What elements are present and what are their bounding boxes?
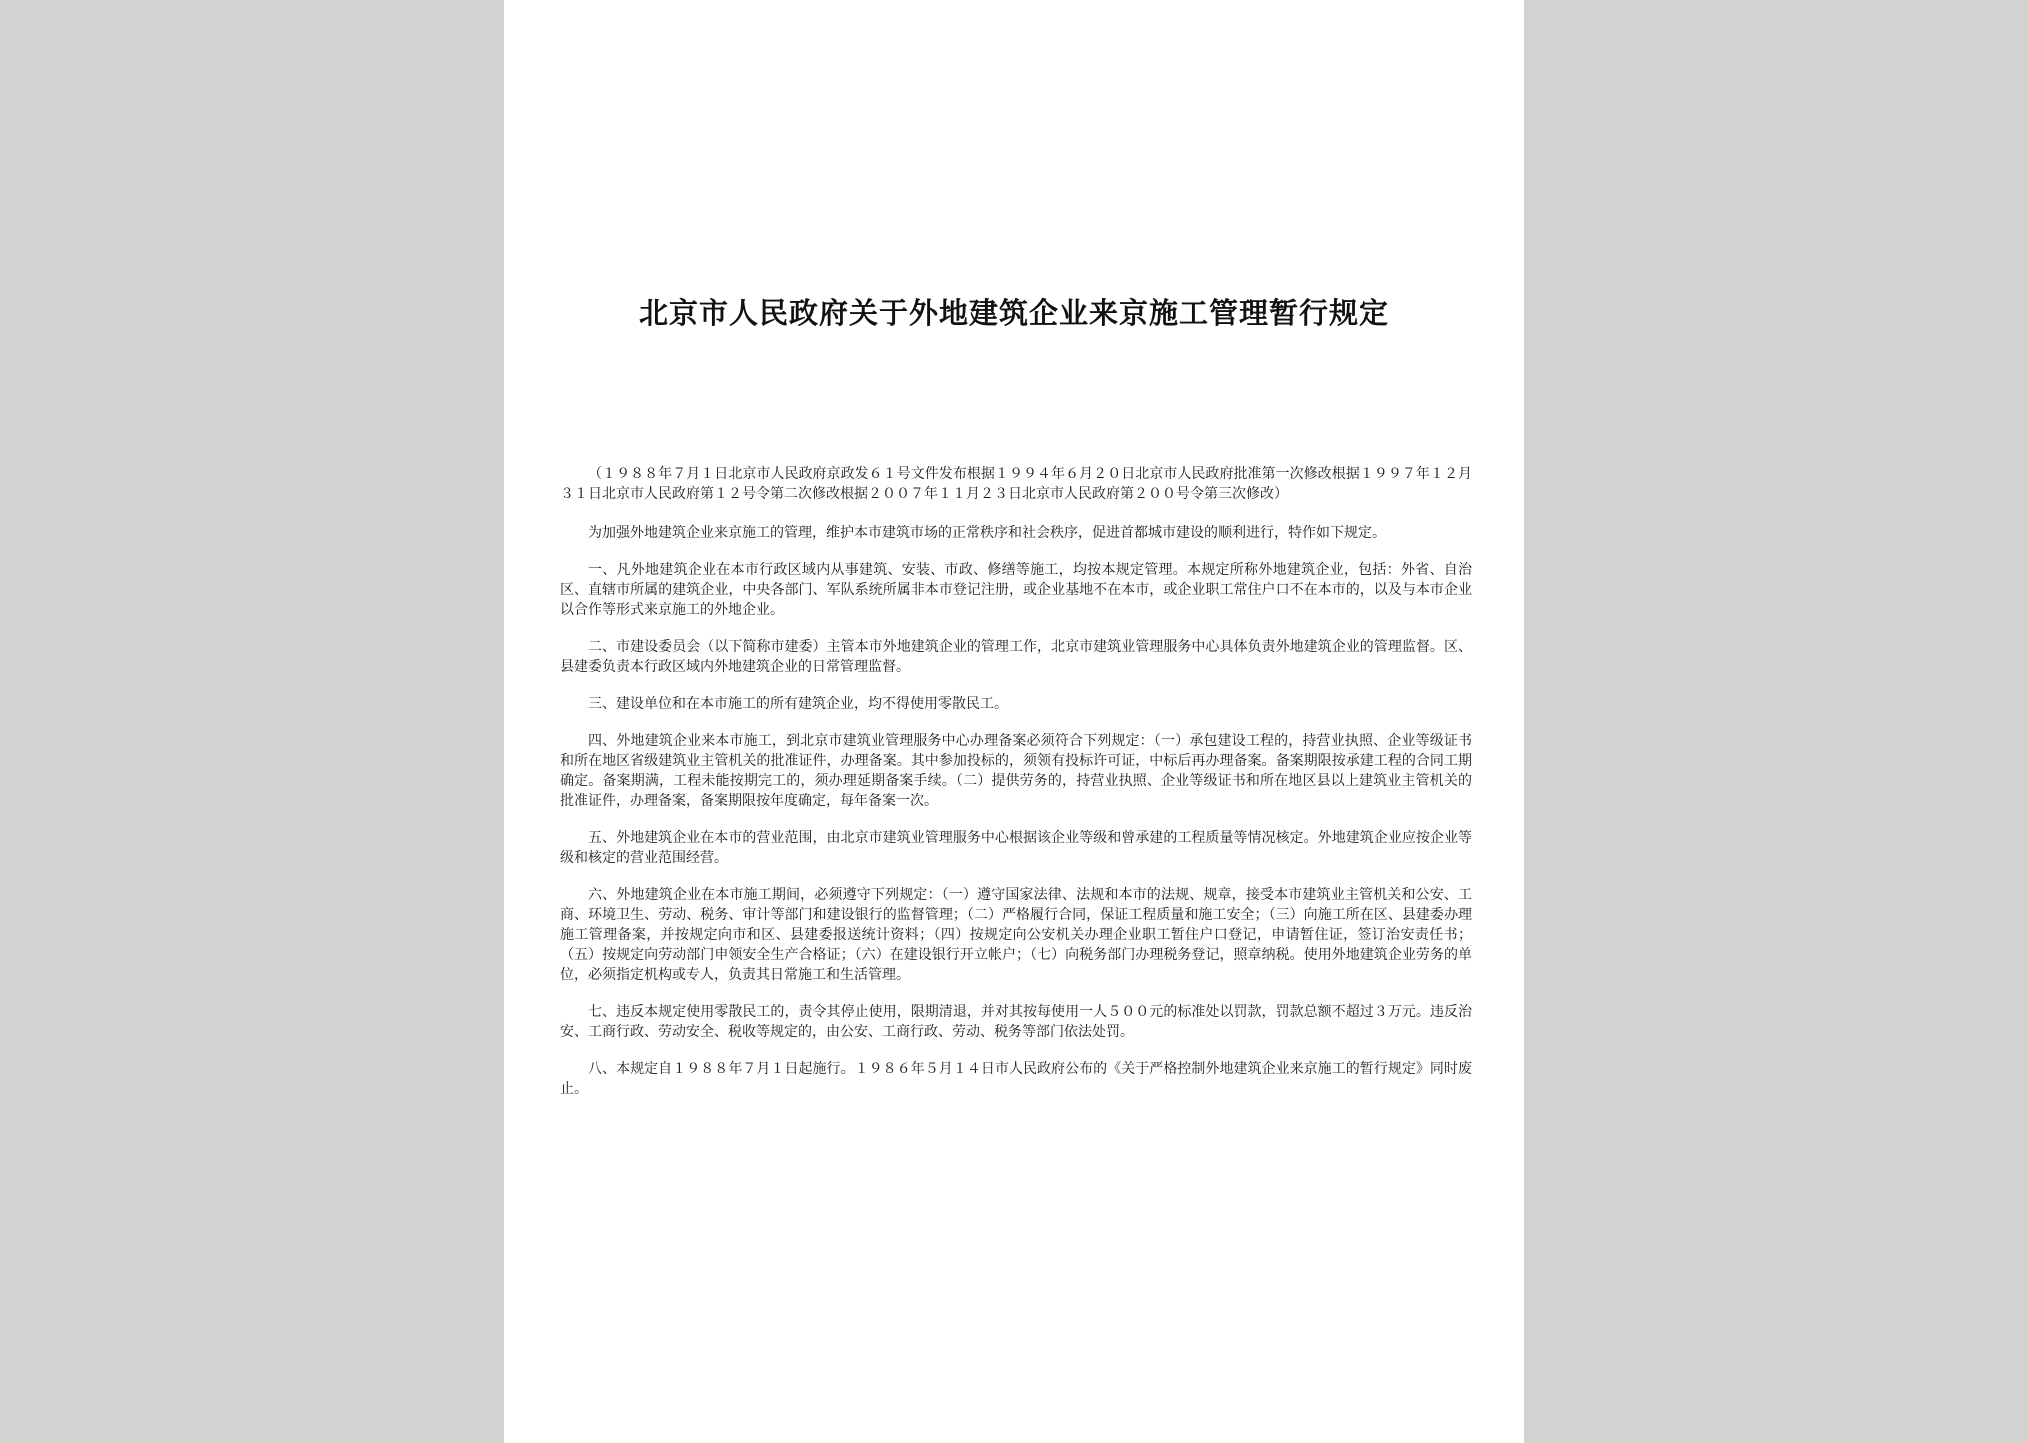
paragraph-article-5: 五、外地建筑企业在本市的营业范围，由北京市建筑业管理服务中心根据该企业等级和曾承建的工程质量等情况核定。外地建筑企业应按企业等级和核定的营业范围经营。: [560, 830, 1472, 866]
paragraph-article-6: 六、外地建筑企业在本市施工期间，必须遵守下列规定：（一）遵守国家法律、法规和本市的法规、规章，接受本市建筑业主管机关和公安、工商、环境卫生、劳动、税务、审计等部门和建设银行的监督管理；（二）严格履行合同，保证工程质量和施工安全；（三）向施工所在区、县建委办理施工管理备案，并按规定向市和区、县建委报送统计资料；（四）按规定向公安机关办理企业职工暂住户口登记，申请暂住证，签订治安责任书；（五）按规定向劳动部门申领安全生产合格证；（六）在建设银行开立帐户；（七）向税务部门办理税务登记，照章纳税。使用外地建筑企业劳务的单位，必须指定机构或专人，负责其日常施工和生活管理。: [560, 887, 1472, 983]
revision-history: （１９８８年７月１日北京市人民政府京政发６１号文件发布根据１９９４年６月２０日北京市人民政府批准第一次修改根据１９９７年１２月３１日北京市人民政府第１２号令第二次修改根据２００７年１１月２３日北京市人民政府第２００号令第三次修改）: [560, 466, 1472, 502]
paragraph-article-3: 三、建设单位和在本市施工的所有建筑企业，均不得使用零散民工。: [588, 696, 1008, 712]
document-title: 北京市人民政府关于外地建筑企业来京施工管理暂行规定: [638, 296, 1389, 330]
paragraph-article-7: 七、违反本规定使用零散民工的，责令其停止使用，限期清退，并对其按每使用一人５００元的标准处以罚款，罚款总额不超过３万元。违反治安、工商行政、劳动安全、税收等规定的，由公安、工商行政、劳动、税务等部门依法处罚。: [560, 1004, 1472, 1040]
paragraph-article-8: 八、本规定自１９８８年７月１日起施行。１９８６年５月１４日市人民政府公布的《关于严格控制外地建筑企业来京施工的暂行规定》同时废止。: [560, 1061, 1472, 1097]
document-page: [504, 0, 1524, 1443]
paragraph-preamble: 为加强外地建筑企业来京施工的管理，维护本市建筑市场的正常秩序和社会秩序，促进首都城市建设的顺利进行，特作如下规定。: [588, 525, 1386, 541]
paragraph-article-2: 二、市建设委员会（以下简称市建委）主管本市外地建筑企业的管理工作，北京市建筑业管理服务中心具体负责外地建筑企业的管理监督。区、县建委负责本行政区域内外地建筑企业的日常管理监督。: [560, 639, 1472, 675]
document-body: [560, 464, 1472, 1116]
paragraph-article-1: 一、凡外地建筑企业在本市行政区域内从事建筑、安装、市政、修缮等施工，均按本规定管理。本规定所称外地建筑企业，包括：外省、自治区、直辖市所属的建筑企业，中央各部门、军队系统所属非本市登记注册，或企业基地不在本市，或企业职工常住户口不在本市的，以及与本市企业以合作等形式来京施工的外地企业。: [560, 562, 1472, 618]
paragraph-article-4: 四、外地建筑企业来本市施工，到北京市建筑业管理服务中心办理备案必须符合下列规定：（一）承包建设工程的，持营业执照、企业等级证书和所在地区省级建筑业主管机关的批准证件，办理备案。其中参加投标的，须领有投标许可证，中标后再办理备案。备案期限按承建工程的合同工期确定。备案期满，工程未能按期完工的，须办理延期备案手续。（二）提供劳务的，持营业执照、企业等级证书和所在地区县以上建筑业主管机关的批准证件，办理备案，备案期限按年度确定，每年备案一次。: [560, 733, 1472, 809]
